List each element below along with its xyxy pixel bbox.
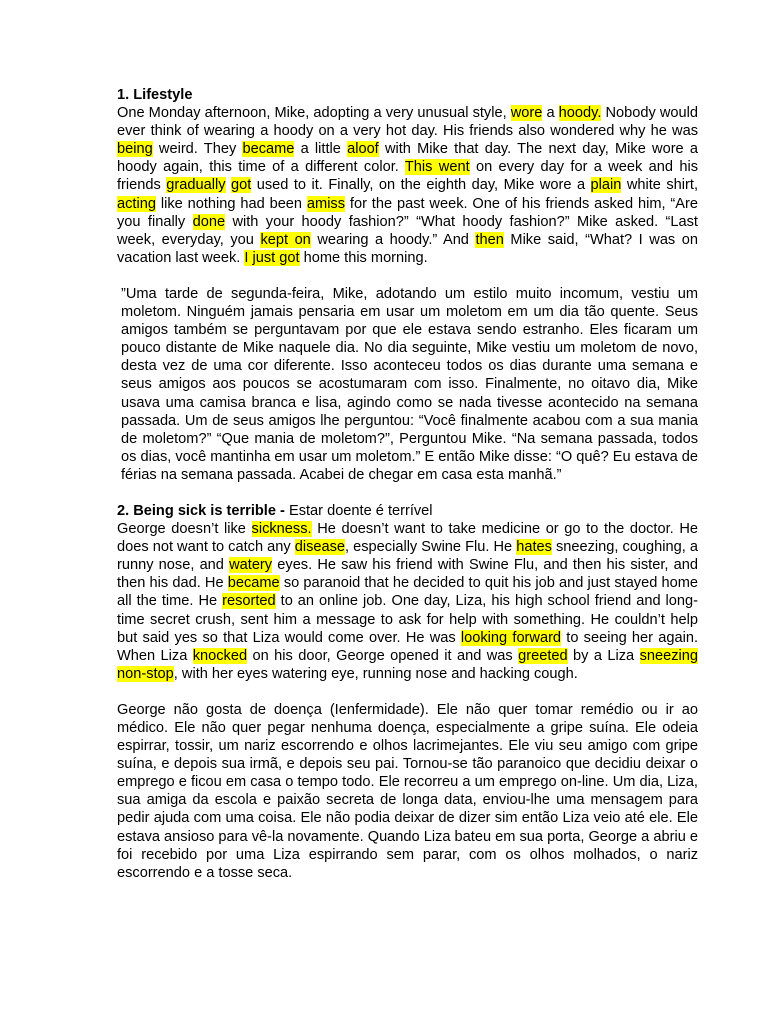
text-run: like nothing had been	[155, 195, 307, 212]
section-2-heading-translation: Estar doente é terrível	[284, 502, 433, 519]
highlighted-phrase: hates	[516, 539, 552, 556]
highlighted-phrase: I just got	[244, 249, 300, 266]
text-run: on his door, George opened it and was	[247, 647, 519, 664]
text-run: used to it. Finally, on the eighth day, Mike wore a	[251, 177, 591, 194]
highlighted-phrase: amiss	[306, 195, 346, 212]
highlighted-phrase: sneezing non-stop	[117, 647, 698, 682]
paragraph-spacer	[117, 484, 698, 502]
text-run: George doesn’t like	[117, 521, 252, 538]
section-1-heading: 1. Lifestyle	[117, 87, 193, 103]
highlighted-phrase: became	[242, 141, 295, 158]
text-run: to seeing her again. When Liza	[117, 629, 698, 664]
text-run: a little	[294, 141, 348, 158]
highlighted-phrase: watery	[229, 557, 273, 574]
text-run: with your hoody fashion?” “What hoody fashion?” Mike asked. “Last week, everyday, you	[117, 213, 698, 248]
text-run: on every day for a week and his friends	[117, 159, 698, 194]
highlighted-phrase: aloof	[347, 141, 379, 158]
text-run: wearing a hoody.” And	[310, 231, 476, 248]
highlighted-phrase: greeted	[518, 647, 568, 664]
highlighted-phrase: resorted	[222, 593, 276, 610]
text-run: with Mike that day. The next day, Mike wore a hoody again, this time of a different color.	[117, 141, 698, 176]
highlighted-phrase: done	[192, 213, 226, 230]
text-run: white shirt,	[621, 177, 698, 194]
highlighted-phrase: became	[227, 575, 280, 592]
section-2-english-paragraph	[117, 520, 698, 683]
text-run: , with her eyes watering eye, running nose and hacking cough.	[173, 665, 578, 682]
section-2-portuguese-paragraph: George não gosta de doença (Ienfermidade). Ele não quer tomar remédio ou ir ao médico. Ele não quer pegar nenhuma doença, especialmente a gripe suína. Ele odeia espirrar, tossir, um nariz escorrendo e olhos lacrimejantes. Ele viu seu amigo com gripe suína, e depois sua irmã, e depois seu pai. Tornou-se tão paranoico que decidiu deixar o emprego e ficou em casa o tempo todo. Ele recorreu a um emprego on-line. Um dia, Liza, sua amiga da escola e paixão secreta de longa data, enviou-lhe uma mensagem para pedir ajuda com uma coisa. Ele não podia deixar de dizer sim então Liza veio até ele. Ele estava ansioso para vê-la novamente. Quando Liza bateu em sua porta, George a abriu e foi recebido por uma Liza espirrando sem parar, com os olhos molhados, o nariz escorrendo e a tosse seca.	[117, 701, 698, 881]
text-run: , especially Swine Flu. He	[345, 539, 517, 556]
section-1-portuguese-paragraph: ”Uma tarde de segunda-feira, Mike, adotando um estilo muito incomum, vestiu um moletom. Ninguém jamais pensaria em usar um moletom em um dia tão quente. Seus amigos também se perguntavam por que ele estava sendo estranho. Eles ficaram um pouco distante de Mike naquele dia. No dia seguinte, Mike vestiu um moletom de novo, desta vez de uma cor diferente. Isso aconteceu todos os dias durante uma semana e seus amigos aos poucos se acostumaram com isso. Finalmente, no oitavo dia, Mike usava uma camisa branca e lisa, agindo como se nada tivesse acontecido na semana passada. Um de seus amigos lhe perguntou: “Você finalmente acabou com a sua mania de moletom?” “Que mania de moletom?”, Perguntou Mike. “Na semana passada, todos os dias, você mantinha em usar um moletom.” E então Mike disse: “O quê? Eu estava de férias na semana passada. Acabei de chegar em casa esta manhã.”	[121, 285, 698, 483]
text-run: One Monday afternoon, Mike, adopting a very unusual style,	[117, 105, 511, 122]
highlighted-phrase: ain	[601, 177, 622, 194]
text-run: weird. They	[152, 141, 243, 158]
highlighted-phrase: knocked	[192, 647, 248, 664]
section-1-english-paragraph	[117, 104, 698, 267]
highlighted-phrase: hoody.	[558, 105, 602, 122]
text-run: Mike said, “What? I was on vacation last week.	[117, 231, 698, 266]
highlighted-phrase: disease	[294, 539, 346, 556]
highlighted-phrase: pl	[590, 177, 602, 194]
text-run: home this morning.	[299, 249, 428, 266]
highlighted-phrase: sickness.	[251, 521, 312, 538]
highlighted-phrase: This went	[404, 159, 470, 176]
text-run: for the past week. One of his friends asked him, “Are you finally	[117, 195, 698, 230]
highlighted-phrase: looking forward	[460, 629, 562, 646]
text-run: Nobody would ever think of wearing a hoody on a very hot day. His friends also wondered why he was	[117, 105, 698, 140]
highlighted-phrase: kept on	[260, 231, 311, 248]
text-run: He doesn’t want to take medicine or go to the doctor. He does not want to catch any	[117, 521, 698, 556]
text-run: eyes. He saw his friend with Swine Flu, and then his sister, and then his dad. He	[117, 557, 698, 592]
text-run: sneezing, coughing, a runny nose, and	[117, 539, 698, 574]
paragraph-spacer	[117, 683, 698, 701]
highlighted-phrase: wore	[510, 105, 543, 122]
text-run: to an online job. One day, Liza, his high school friend and long-time secret crush, sent him a message to ask for help with something. He couldn’t help but said yes so that Liza would come over. He was	[117, 593, 698, 646]
text-run: by a Liza	[567, 647, 640, 664]
highlighted-phrase: then	[475, 231, 504, 248]
highlighted-phrase: gradually	[166, 177, 226, 194]
document-page	[117, 86, 698, 882]
highlighted-phrase: being	[117, 141, 153, 158]
highlighted-phrase: got	[230, 177, 252, 194]
paragraph-spacer	[117, 267, 698, 285]
highlighted-phrase: acting	[117, 195, 156, 212]
section-2-heading-line	[117, 502, 698, 520]
text-run: so paranoid that he decided to quit his job and just stayed home all the time. He	[117, 575, 698, 610]
section-2-heading: 2. Being sick is terrible -	[117, 502, 285, 519]
text-run: a	[542, 105, 559, 122]
